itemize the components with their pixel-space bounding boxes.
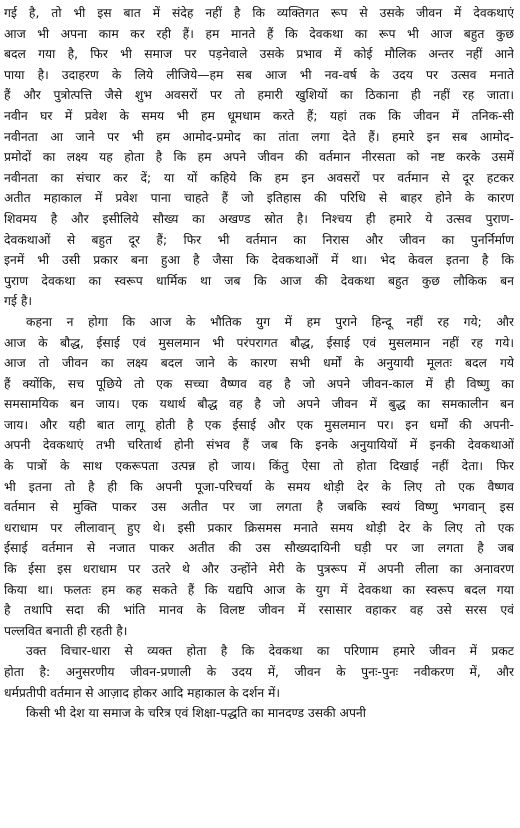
paragraph bbox=[4, 703, 514, 724]
text-line: नवीनता का संचार कर दें; या यों कहिये कि हम इन अवसरों पर वर्तमान से दूर हटकर bbox=[4, 170, 514, 185]
text-line: धर्मप्रतीपी वर्तमान से आज़ाद होकर आदि महाकाल के दर्शन में। bbox=[4, 685, 281, 700]
text-line: धराधाम पर लीलावान् हुए थे। इसी प्रकार क्रिसमस मनाते समय थोड़ी देर के लिए तो एक bbox=[4, 520, 514, 535]
paragraph bbox=[4, 312, 514, 642]
text-line: हैं और पुत्रोत्पत्ति जैसे शुभ अवसरों पर तो हमारी खुशियों का ठिकाना ही नहीं रह जाता। bbox=[4, 88, 514, 103]
text-line: देवकथाओं से बहुत दूर हैं; फिर भी वर्तमान का निरास और जीवन का पुनर्निर्माण bbox=[4, 232, 514, 247]
text-line: ईसाई वर्तमान से नजात पाकर अतीत की उस सौख्यदायिनी घड़ी पर जा लगता है जब bbox=[4, 541, 514, 556]
paragraph bbox=[4, 641, 514, 703]
text-line: इनमें भी उसी प्रकार बना हुआ है जैसा कि देवकथाओं में था। भेद केवल इतना है कि bbox=[4, 253, 514, 268]
text-line: किसी भी देश या समाज के चरित्र एवं शिक्षा-पद्धति का मानदण्ड उसकी अपनी bbox=[26, 706, 366, 721]
text-line: कि ईसा इस धराधाम पर उतरे थे और उन्होंने मेरी के पुत्ररूप में अपनी लीला का अनावरण bbox=[4, 562, 514, 577]
text-line: अतीत महाकाल में प्रवेश पाना चाहते हैं जो इतिहास की परिधि से बाहर होने के कारण bbox=[4, 191, 514, 206]
text-line: आज तो जीवन का लक्ष्य बदल जाने के कारण सभी धर्मों के अनुयायी मूलतः बदल गये bbox=[4, 356, 514, 371]
text-line: पुराण देवकथा का स्वरूप धार्मिक था जब कि आज की देवकथा बहुत कुछ लौकिक बन bbox=[4, 273, 514, 288]
text-line: शिवमय है और इसीलिये सौख्य का अखण्ड स्रोत है। निश्चय ही हमारे ये उत्सव पुराण- bbox=[4, 211, 514, 226]
text-line: नवीन घर में प्रवेश के समय भी हम धूमधाम करते हैं; यहां तक कि जीवन में तनिक-सी bbox=[4, 108, 514, 123]
text-line: समसामयिक बन जाय। एक यथार्थ बौद्ध वह है जो अपने जीवन में बुद्ध का समकालीन बन bbox=[4, 397, 514, 412]
text-line: नवीनता आ जाने पर भी हम आमोद-प्रमोद का तांता लगा देते हैं। हमारे इन सब आमोद- bbox=[4, 129, 514, 144]
text-line: किया था। फलतः हम कह सकते हैं कि यद्यपि आज के युग में देवकथा का स्वरूप बदल गया bbox=[4, 582, 514, 597]
text-line: हैं क्योंकि, सच पूछिये तो एक सच्चा वैष्णव वह है जो अपने जीवन-काल में ही विष्णु का bbox=[4, 376, 514, 391]
text-line: प्रमोदों का लक्ष्य यह होता है कि हम अपने जीवन की वर्तमान नीरसता को नष्ट करके उसमें bbox=[4, 150, 514, 165]
text-line: आज भी अपना काम कर रही हैं। हम मानते हैं कि देवकथा का रूप भी आज बहुत कुछ bbox=[4, 26, 514, 41]
text-line: अपनी देवकथाएं तभी चरितार्थ होनी संभव हैं जब कि इनके अनुयायियों में इनकी देवकथाओं bbox=[4, 438, 514, 453]
paragraph bbox=[4, 3, 514, 312]
text-line: बदल गया है, फिर भी समाज पर पड़नेवाले उसके प्रभाव में कोई मौलिक अन्तर नहीं आने bbox=[4, 47, 514, 62]
text-line: भी इतना तो है ही कि अपनी पूजा-परिचर्या के समय थोड़ी देर के लिए तो एक वैष्णव bbox=[4, 479, 514, 494]
text-line: होता है: अनुसरणीय जीवन-प्रणाली के उदय में, जीवन के पुनः-पुनः नवीकरण में, और bbox=[4, 665, 514, 679]
text-line: जाय। और यही बात लागू होती है एक ईसाई और एक मुसलमान पर। इन धर्मों की अपनी- bbox=[4, 417, 514, 432]
text-body bbox=[4, 3, 514, 724]
text-line: कहना न होगा कि आज के भौतिक युग में हम पुराने हिन्दू नहीं रह गये; और bbox=[26, 314, 514, 329]
text-line: के पात्रों के साथ एकरूपता उत्पन्न हो जाय। किंतु ऐसा तो होता दिखाई नहीं देता। फिर bbox=[4, 459, 514, 474]
text-line: वर्तमान से मुक्ति पाकर उस अतीत पर जा लगता है जबकि स्वयं विष्णु भगवान् इस bbox=[4, 500, 514, 515]
text-line: गई है, तो भी इस बात में संदेह नहीं है कि व्यक्तिगत रूप से उसके जीवन में देवकथाएं bbox=[4, 6, 514, 20]
text-line: पाया है। उदाहरण के लिये लीजिये—हम सब आज भी नव-वर्ष के उदय पर उत्सव मनाते bbox=[4, 67, 514, 82]
text-line: आज के बौद्ध, ईसाई एवं मुसलमान भी परंपरागत बौद्ध, ईसाई एवं मुसलमान नहीं रह गये। bbox=[4, 335, 514, 350]
text-line: उक्त विचार-धारा से व्यक्त होता है कि देवकथा का परिणाम हमारे जीवन में प्रकट bbox=[26, 644, 514, 659]
text-line: है तथापि सदा की भांति मानव के विलष्ट जीवन में रसासार वहाकर वह उसे सरस एवं bbox=[4, 603, 514, 618]
text-line: पल्लवित बनाती ही रहती है। bbox=[4, 623, 128, 638]
text-line: गई है। bbox=[4, 294, 33, 309]
